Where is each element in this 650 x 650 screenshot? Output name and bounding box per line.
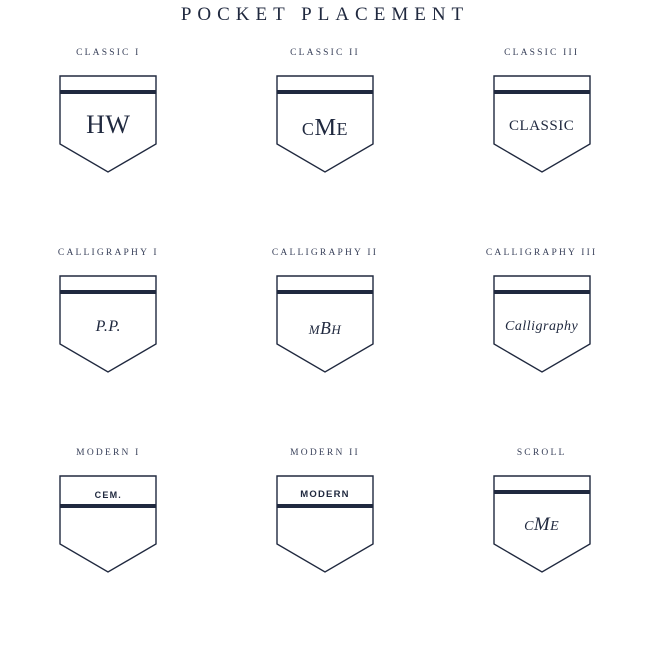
pocket-row — [0, 248, 650, 448]
pocket-shape — [492, 74, 592, 174]
monogram-left: C — [301, 119, 315, 139]
pocket-option-calligraphy-i[interactable] — [8, 248, 208, 374]
monogram-right: H — [331, 322, 342, 337]
monogram-center: B — [320, 318, 332, 338]
monogram-text: MODERN — [300, 489, 350, 500]
pocket-option-label: CALLIGRAPHY I — [57, 248, 159, 258]
monogram-text: CLASSIC — [509, 118, 575, 134]
pocket-option-modern-ii[interactable] — [225, 448, 425, 574]
pocket-option-scroll[interactable] — [442, 448, 642, 574]
monogram-left: M — [308, 322, 321, 337]
page-title: POCKET PLACEMENT — [180, 4, 470, 25]
pocket-option-classic-iii[interactable] — [442, 48, 642, 174]
pocket-grid — [0, 48, 650, 648]
pocket-option-classic-i[interactable] — [8, 48, 208, 174]
pocket-row — [0, 48, 650, 248]
pocket-option-calligraphy-iii[interactable] — [442, 248, 642, 374]
pocket-option-classic-ii[interactable] — [225, 48, 425, 174]
monogram-left: C — [524, 519, 534, 534]
pocket-option-label: CALLIGRAPHY II — [271, 248, 379, 258]
pocket-shape — [58, 74, 158, 174]
pocket-shape — [58, 474, 158, 574]
pocket-shape — [275, 474, 375, 574]
pocket-option-label: CLASSIC III — [504, 48, 580, 58]
pocket-row — [0, 448, 650, 648]
monogram-text: Calligraphy — [505, 319, 579, 334]
pocket-option-label: MODERN II — [290, 448, 360, 458]
pocket-shape — [275, 74, 375, 174]
pocket-option-calligraphy-ii[interactable] — [225, 248, 425, 374]
pocket-shape — [492, 274, 592, 374]
monogram-text: CEM. — [94, 490, 122, 500]
monogram-right: E — [550, 519, 560, 534]
monogram-center: M — [533, 514, 551, 535]
pocket-shape — [492, 474, 592, 574]
pocket-option-label: SCROLL — [516, 448, 567, 458]
monogram-text: HW — [86, 110, 131, 139]
pocket-shape — [275, 274, 375, 374]
pocket-option-label: CALLIGRAPHY III — [485, 248, 598, 258]
monogram-right: E — [336, 119, 349, 139]
pocket-option-label: MODERN I — [76, 448, 141, 458]
monogram-center: M — [314, 114, 337, 141]
pocket-option-modern-i[interactable] — [8, 448, 208, 574]
pocket-option-label: CLASSIC I — [76, 48, 141, 58]
pocket-shape — [58, 274, 158, 374]
monogram-text: P.P. — [95, 318, 122, 335]
pocket-option-label: CLASSIC II — [290, 48, 360, 58]
